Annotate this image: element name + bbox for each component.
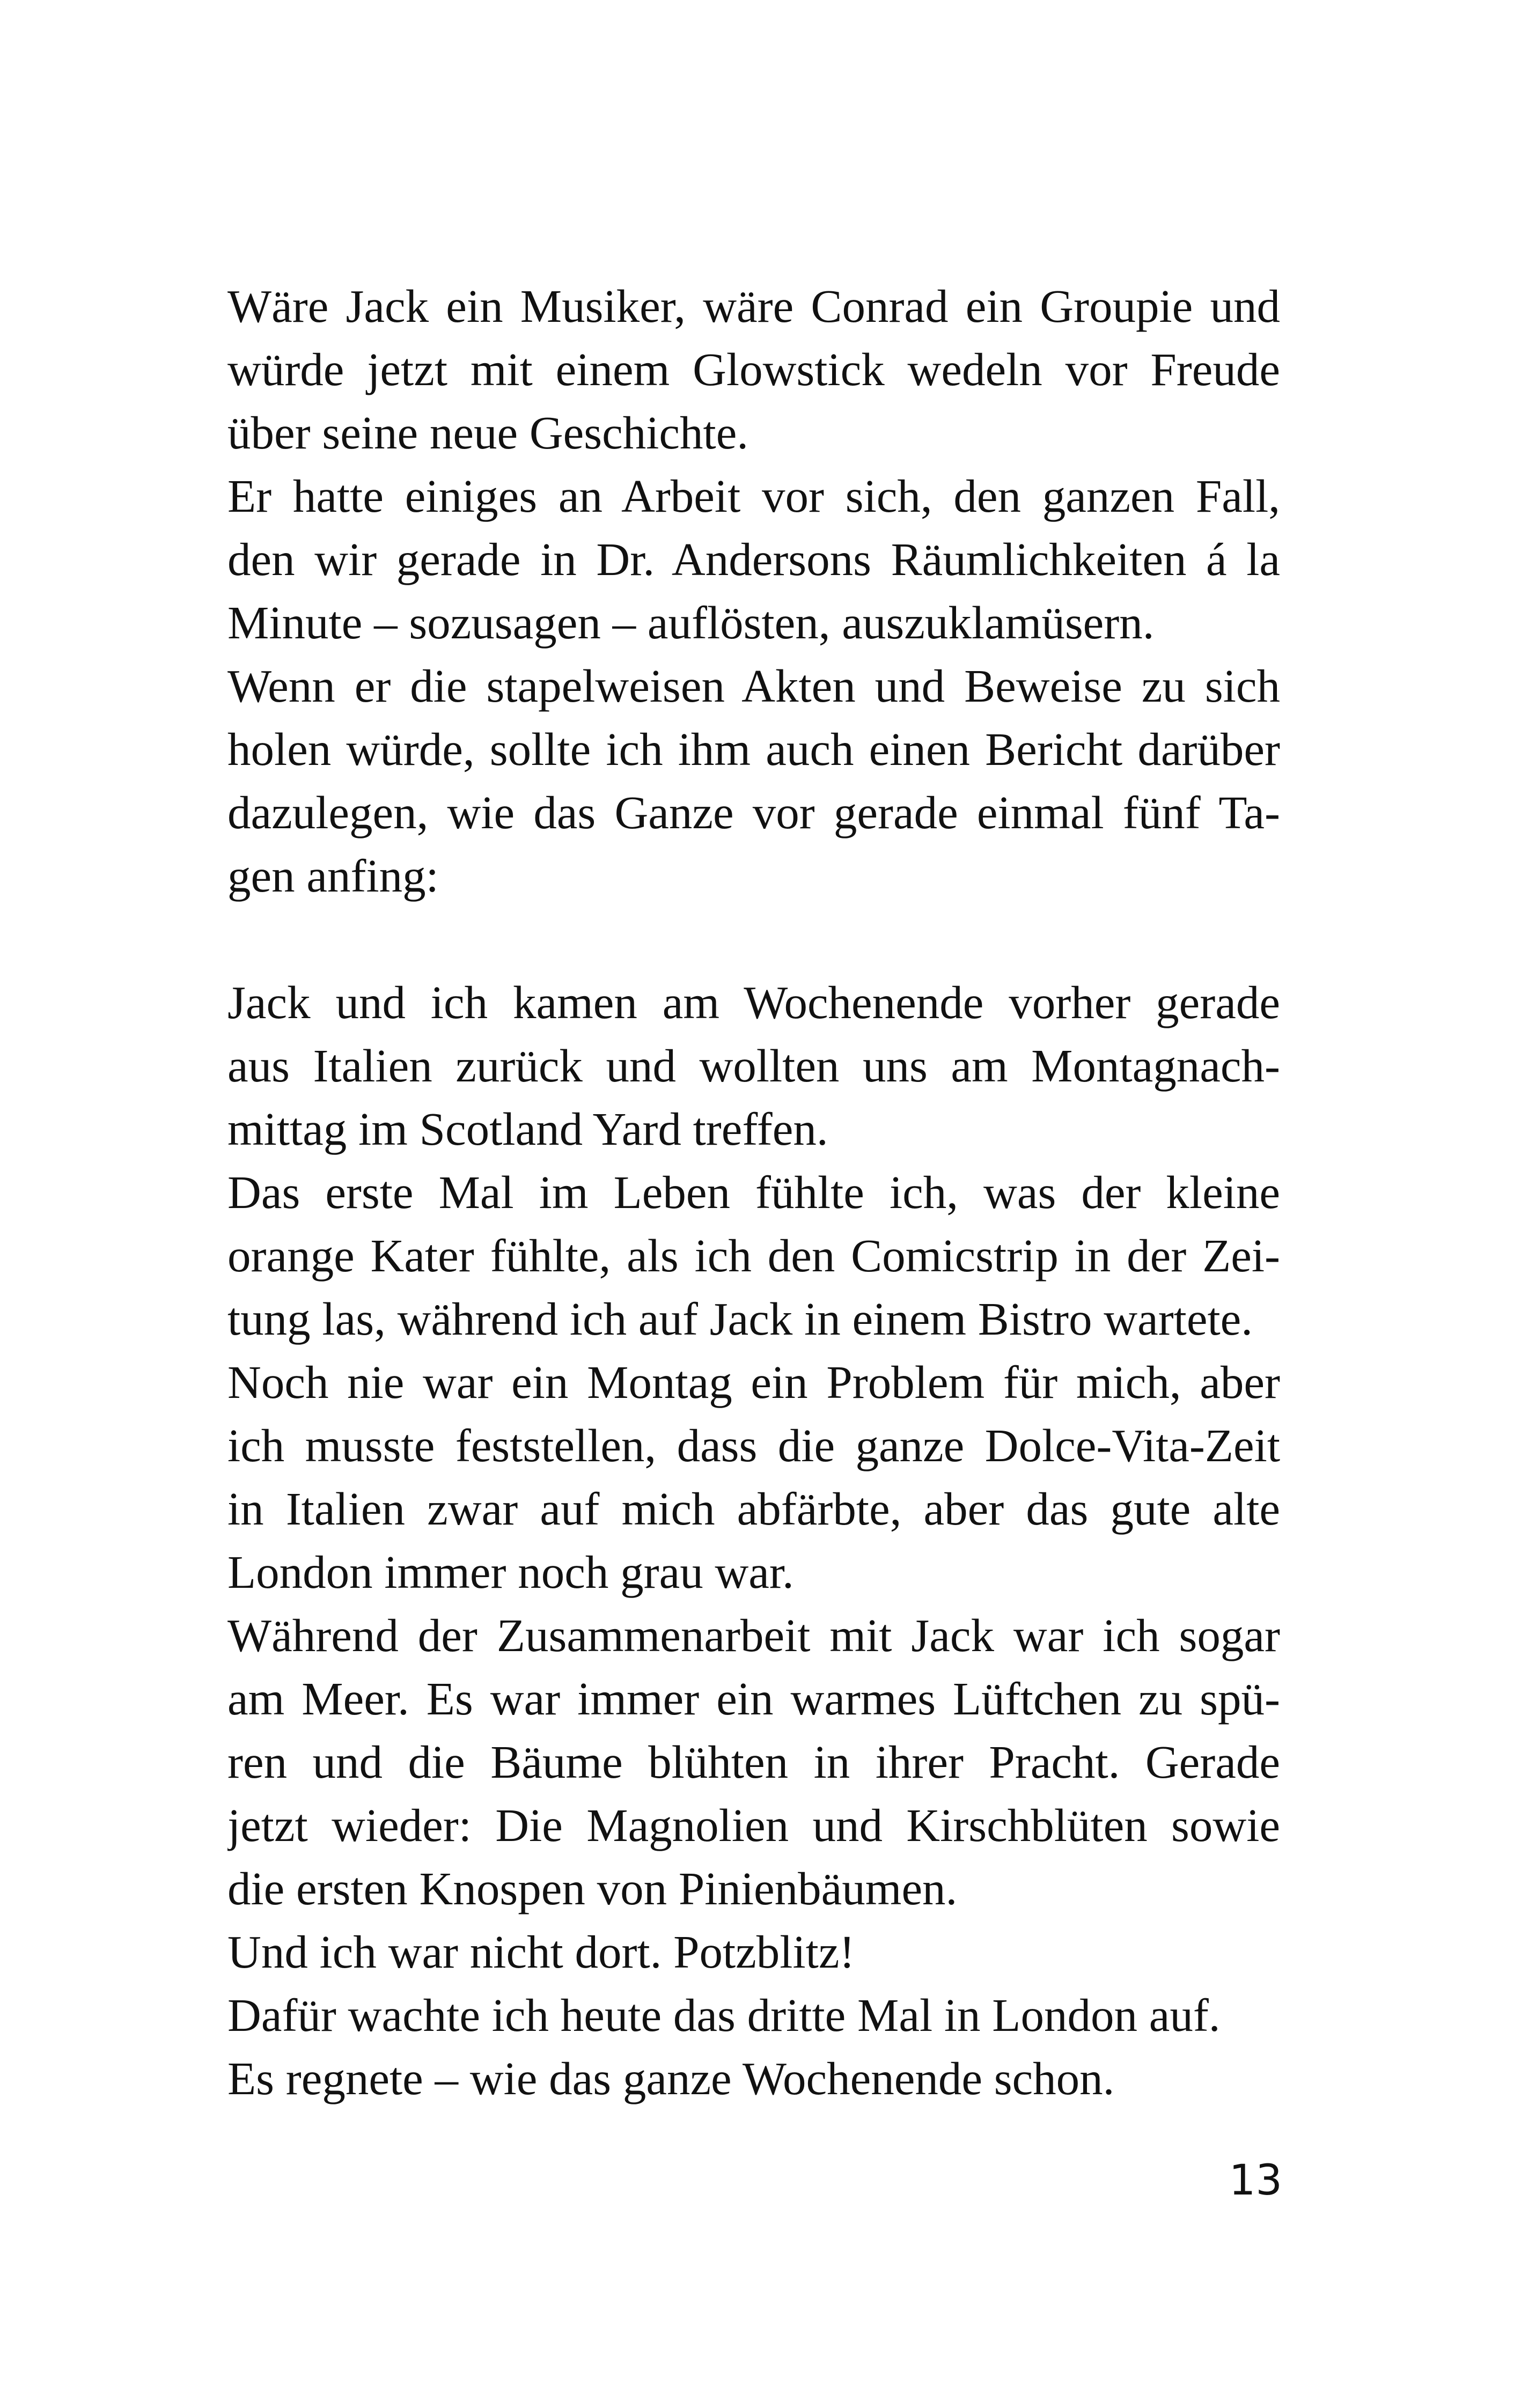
text-line: Minute – sozusagen – auflösten, auszuklamüsern. bbox=[227, 597, 1155, 649]
text-line: würde jetzt mit einem Glowstick wedeln vor Freude bbox=[227, 343, 1280, 395]
text-line: tung las, während ich auf Jack in einem Bistro wartete. bbox=[227, 1293, 1253, 1345]
text-line: jetzt wieder: Die Magnolien und Kirschblüten sowie bbox=[227, 1799, 1280, 1851]
text-line: mittag im Scotland Yard treffen. bbox=[227, 1103, 828, 1155]
text-line: Es regnete – wie das ganze Wochenende schon. bbox=[227, 2052, 1115, 2104]
text-line: holen würde, sollte ich ihm auch einen Bericht darüber bbox=[227, 723, 1280, 775]
text-line: in Italien zwar auf mich abfärbte, aber das gute alte bbox=[227, 1483, 1280, 1535]
text-line: über seine neue Geschichte. bbox=[227, 407, 749, 459]
text-line: dazulegen, wie das Ganze vor gerade einmal fünf Ta- bbox=[227, 786, 1280, 838]
text-line: Noch nie war ein Montag ein Problem für mich, aber bbox=[227, 1356, 1280, 1408]
body-text bbox=[227, 275, 1280, 2110]
text-line: Dafür wachte ich heute das dritte Mal in London auf. bbox=[227, 1989, 1221, 2041]
text-line: Während der Zusammenarbeit mit Jack war ich sogar bbox=[227, 1609, 1280, 1661]
text-line: Und ich war nicht dort. Potzblitz! bbox=[227, 1926, 855, 1978]
text-line: am Meer. Es war immer ein warmes Lüftchen zu spü- bbox=[227, 1673, 1280, 1725]
text-line: London immer noch grau war. bbox=[227, 1546, 794, 1598]
text-line: ich musste feststellen, dass die ganze Dolce-Vita-Zeit bbox=[227, 1419, 1280, 1471]
text-line: Wenn er die stapelweisen Akten und Beweise zu sich bbox=[227, 660, 1280, 712]
text-line: die ersten Knospen von Pinienbäumen. bbox=[227, 1862, 958, 1914]
paragraph-break bbox=[227, 908, 1280, 971]
text-line: Jack und ich kamen am Wochenende vorher gerade bbox=[227, 976, 1280, 1028]
text-line: den wir gerade in Dr. Andersons Räumlichkeiten á la bbox=[227, 533, 1280, 585]
text-line: Er hatte einiges an Arbeit vor sich, den ganzen Fall, bbox=[227, 470, 1280, 522]
text-line: ren und die Bäume blühten in ihrer Pracht. Gerade bbox=[227, 1736, 1280, 1788]
text-line: Wäre Jack ein Musiker, wäre Conrad ein Groupie und bbox=[227, 280, 1280, 332]
page-number: 13 bbox=[1229, 2156, 1282, 2205]
text-line: orange Kater fühlte, als ich den Comicstrip in der Zei- bbox=[227, 1229, 1280, 1282]
text-line: Das erste Mal im Leben fühlte ich, was der kleine bbox=[227, 1166, 1280, 1218]
text-line: gen anfing: bbox=[227, 850, 439, 902]
text-line: aus Italien zurück und wollten uns am Montagnach- bbox=[227, 1040, 1280, 1092]
